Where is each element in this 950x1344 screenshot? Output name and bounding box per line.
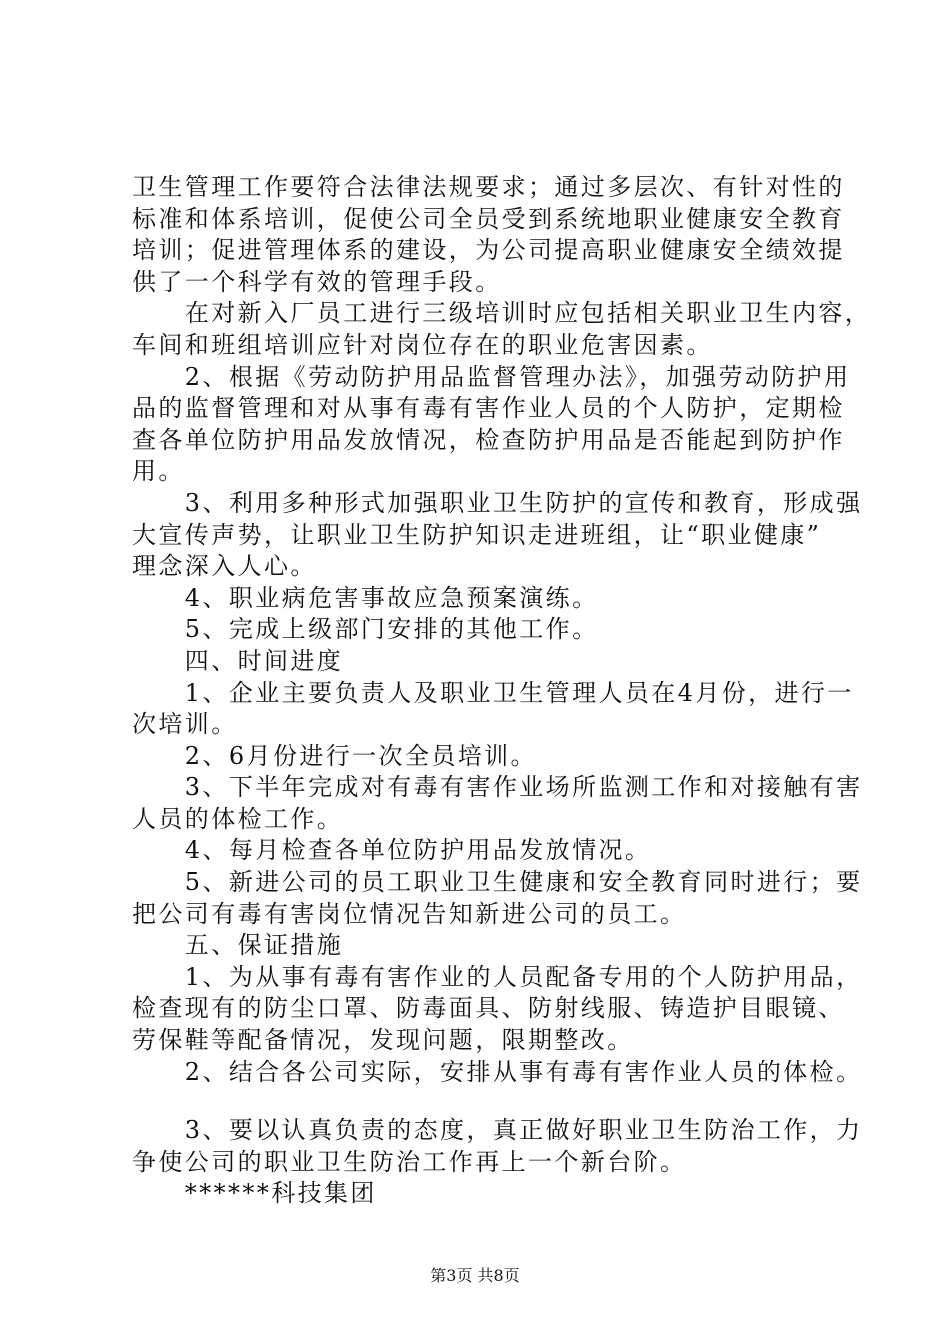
text-line: 查各单位防护用品发放情况，检查防护用品是否能起到防护作 xyxy=(132,425,845,454)
text-line: 人员的体检工作。 xyxy=(132,804,344,833)
text-line: 2、根据《劳动防护用品监督管理办法》，加强劳动防护用 xyxy=(132,362,851,391)
text-line: 把公司有毒有害岗位情况告知新进公司的员工。 xyxy=(132,899,687,928)
text-line: 3、要以认真负责的态度，真正做好职业卫生防治工作，力 xyxy=(132,1116,863,1145)
text-line: 大宣传声势，让职业卫生防护知识走进班组，让“职业健康” xyxy=(132,520,822,549)
text-line: 五、保证措施 xyxy=(132,931,344,960)
text-line: 4、职业病危害事故应急预案演练。 xyxy=(132,583,599,612)
text-line: 理念深入人心。 xyxy=(132,552,317,581)
text-line: 3、利用多种形式加强职业卫生防护的宣传和教育，形成强 xyxy=(132,488,863,517)
text-line: 车间和班组培训应针对岗位存在的职业危害因素。 xyxy=(132,330,713,359)
text-line: ******科技集团 xyxy=(132,1179,377,1208)
body-section-main xyxy=(132,172,872,1088)
paragraph-gap xyxy=(132,1088,832,1115)
text-line: 培训；促进管理体系的建设，为公司提高职业健康安全绩效提 xyxy=(132,236,845,265)
text-line: 四、时间进度 xyxy=(132,646,344,675)
page-footer: 第3页 共8页 xyxy=(430,1266,520,1285)
text-line: 用。 xyxy=(132,457,185,486)
text-line: 品的监督管理和对从事有毒有害作业人员的个人防护，定期检 xyxy=(132,394,845,423)
text-line: 3、下半年完成对有毒有害作业场所监测工作和对接触有害 xyxy=(132,773,863,802)
text-line: 卫生管理工作要符合法律法规要求；通过多层次、有针对性的 xyxy=(132,173,845,201)
text-line: 争使公司的职业卫生防治工作再上一个新台阶。 xyxy=(132,1147,687,1176)
text-line: 1、企业主要负责人及职业卫生管理人员在4月份，进行一 xyxy=(132,678,854,707)
text-line: 5、新进公司的员工职业卫生健康和安全教育同时进行；要 xyxy=(132,868,863,897)
body-section-closing xyxy=(132,1115,863,1210)
text-line: 5、完成上级部门安排的其他工作。 xyxy=(132,615,599,644)
text-line: 在对新入厂员工进行三级培训时应包括相关职业卫生内容， xyxy=(132,299,872,328)
text-line: 检查现有的防尘口罩、防毒面具、防射线服、铸造护目眼镜、 xyxy=(132,994,845,1023)
text-line: 供了一个科学有效的管理手段。 xyxy=(132,267,502,296)
text-line: 标准和体系培训，促使公司全员受到系统地职业健康安全教育 xyxy=(132,204,845,233)
text-line: 2、6月份进行一次全员培训。 xyxy=(132,741,537,770)
text-line: 劳保鞋等配备情况，发现问题，限期整改。 xyxy=(132,1026,634,1055)
document-body xyxy=(132,172,872,1210)
text-line: 4、每月检查各单位防护用品发放情况。 xyxy=(132,836,652,865)
text-line: 2、结合各公司实际，安排从事有毒有害作业人员的体检。 xyxy=(132,1057,863,1086)
text-line: 次培训。 xyxy=(132,710,238,739)
text-line: 1、为从事有毒有害作业的人员配备专用的个人防护用品， xyxy=(132,962,863,991)
